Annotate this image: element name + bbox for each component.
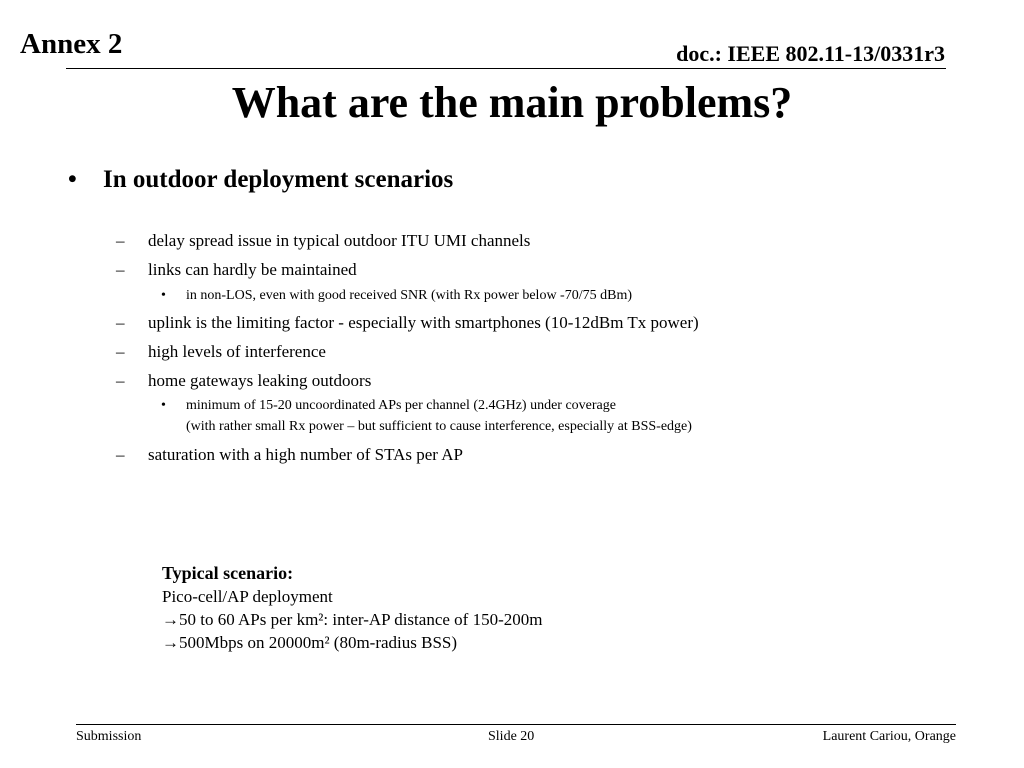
dash-marker: – (116, 260, 125, 279)
slide-title: What are the main problems? (231, 78, 793, 127)
dash-marker: – (116, 313, 125, 332)
footer-submission: Submission (76, 729, 142, 744)
annex-label: Annex 2 (20, 28, 123, 60)
footer-divider (76, 724, 956, 725)
footer-slide-number: Slide 20 (488, 729, 535, 744)
dash-marker: – (116, 371, 125, 390)
scenario-line: →50 to 60 APs per km²: inter-AP distance of 150-200m (162, 610, 543, 629)
sub-list-item-text: minimum of 15-20 uncoordinated APs per channel (2.4GHz) under coverage (186, 398, 616, 413)
sub-list-item-text: (with rather small Rx power – but sufficient to cause interference, especially at BSS-edge) (186, 419, 692, 434)
scenario-line: →500Mbps on 20000m² (80m-radius BSS) (162, 633, 458, 652)
sub-list-item-text: in non-LOS, even with good received SNR (with Rx power below -70/75 dBm) (186, 288, 632, 303)
header-divider (66, 68, 946, 69)
footer-author: Laurent Cariou, Orange (822, 729, 956, 744)
main-bullet-text: In outdoor deployment scenarios (103, 166, 454, 193)
document-id: doc.: IEEE 802.11-13/0331r3 (676, 41, 945, 66)
bullet-marker: • (161, 398, 166, 413)
scenario-heading: Typical scenario: (162, 563, 294, 583)
list-item-text: high levels of interference (148, 342, 326, 361)
typical-scenario-box (162, 562, 542, 654)
list-item-text: home gateways leaking outdoors (148, 371, 372, 390)
dash-marker: – (116, 231, 125, 250)
bullet-marker: • (68, 166, 77, 193)
list-item-text: saturation with a high number of STAs per AP (148, 445, 463, 464)
list-item-text: links can hardly be maintained (148, 260, 357, 279)
bullet-marker: • (161, 288, 166, 303)
scenario-line: Pico-cell/AP deployment (162, 587, 333, 606)
list-item-text: uplink is the limiting factor - especially with smartphones (10-12dBm Tx power) (148, 313, 699, 332)
dash-marker: – (116, 445, 125, 464)
list-item-text: delay spread issue in typical outdoor ITU UMI channels (148, 231, 531, 250)
dash-marker: – (116, 342, 125, 361)
